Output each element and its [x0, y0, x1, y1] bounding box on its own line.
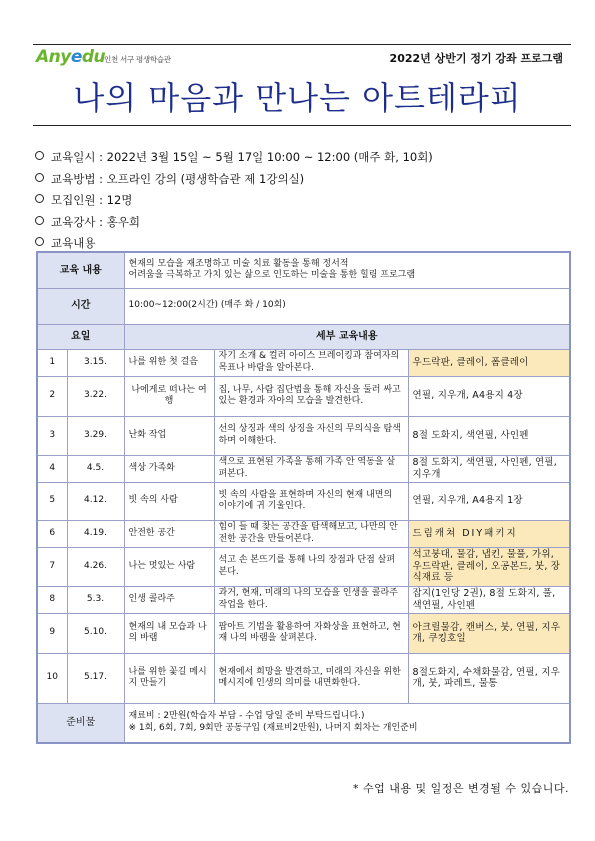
session-number: 1: [37, 349, 67, 376]
footnote: * 수업 내용 및 일정은 변경될 수 있습니다.: [353, 782, 569, 795]
fee-label: 준비물: [37, 703, 124, 743]
session-materials: 연필, 지우개, A4용지 1장: [408, 482, 570, 520]
content-label: 교육 내용: [37, 252, 124, 288]
table-row: [37, 613, 570, 653]
session-materials: 아크릴물감, 캔버스, 붓, 연필, 지우개, 쿠킹호일: [408, 613, 570, 653]
session-date: 5.10.: [67, 613, 124, 653]
table-row: [37, 653, 570, 703]
session-description: 힘이 들 때 찾는 공간을 탐색해보고, 나만의 안전한 공간을 만들어본다.: [214, 520, 408, 547]
session-description: 팝아트 기법을 활용하여 자화상을 표현하고, 현재 나의 바램을 살펴본다.: [214, 613, 408, 653]
session-description: 선의 상징과 색의 상징을 자신의 무의식을 탐색하며 이해한다.: [214, 416, 408, 455]
info-content-heading: 교육내용: [35, 233, 433, 255]
session-topic: 나를 위한 꽃길 메시지 만들기: [124, 653, 214, 703]
session-date: 5.3.: [67, 586, 124, 613]
session-topic: 안전한 공간: [124, 520, 214, 547]
session-materials: 8절 도화지, 색연필, 사인펜: [408, 416, 570, 455]
session-number: 6: [37, 520, 67, 547]
session-date: 3.15.: [67, 349, 124, 376]
session-date: 5.17.: [67, 653, 124, 703]
table-row: [37, 547, 570, 586]
session-materials: 드림캐쳐 DIY패키지: [408, 520, 570, 547]
session-materials: 8절 도화지, 색연필, 사인펜, 연필, 지우개: [408, 455, 570, 482]
session-date: 4.12.: [67, 482, 124, 520]
session-date: 3.29.: [67, 416, 124, 455]
session-topic: 나는 멋있는 사람: [124, 547, 214, 586]
course-info: [35, 147, 433, 255]
session-materials: 8절도화지, 수채화물감, 연필, 지우개, 붓, 파레트, 물통: [408, 653, 570, 703]
session-date: 3.22.: [67, 376, 124, 416]
session-number: 8: [37, 586, 67, 613]
anyedu-logo: [36, 49, 236, 73]
session-topic: 나에게로 떠나는 여행: [124, 376, 214, 416]
session-header: 요일: [37, 324, 124, 349]
session-number: 7: [37, 547, 67, 586]
content-text: 현재의 모습을 재조명하고 미술 치료 활동을 통해 정서적 어려움을 극복하고 가치 있는 삶으로 인도하는 미술을 통한 힐링 프로그램: [124, 252, 570, 288]
session-materials: 잡지(1인당 2권), 8절 도화지, 풀, 색연필, 사인펜: [408, 586, 570, 613]
info-schedule: 교육일시 : 2022년 3월 15일 ~ 5월 17일 10:00 ~ 12:00 (매주 화, 10회): [35, 147, 433, 169]
header-top-rule: [33, 44, 571, 45]
session-description: 석고 손 본뜨기를 통해 나의 장점과 단점 살펴본다.: [214, 547, 408, 586]
circle-bullet-icon: [35, 194, 44, 203]
session-description: 현재에서 희망을 발견하고, 미래의 자신을 위한 메시지에 인생의 의미를 내면화한다.: [214, 653, 408, 703]
session-description: 색으로 표현된 가족을 통해 가족 안 역동을 살펴본다.: [214, 455, 408, 482]
time-row: [37, 288, 570, 324]
table-row: [37, 455, 570, 482]
circle-bullet-icon: [35, 151, 44, 160]
session-topic: 색상 가족화: [124, 455, 214, 482]
session-topic: 인생 콜라주: [124, 586, 214, 613]
session-materials: 연필, 지우개, A4용지 4장: [408, 376, 570, 416]
session-topic: 난화 작업: [124, 416, 214, 455]
table-row: [37, 482, 570, 520]
program-label: 2022년 상반기 정기 강좌 프로그램: [389, 52, 563, 65]
session-topic: 빗 속의 사람: [124, 482, 214, 520]
session-materials: 석고붕대, 물감, 냅킨, 물풀, 가위, 우드락판, 클레이, 오공본드, 붓, 장식재료 등: [408, 547, 570, 586]
logo-wordmark: Anyedu: [36, 47, 106, 67]
session-number: 9: [37, 613, 67, 653]
detail-header: 세부 교육내용: [124, 324, 570, 349]
session-number: 5: [37, 482, 67, 520]
session-description: 과거, 현재, 미래의 나의 모습을 인생을 콜라주 작업을 한다.: [214, 586, 408, 613]
table-row: [37, 349, 570, 376]
time-value: 10:00~12:00(2시간) (매주 화 / 10회): [124, 288, 570, 324]
session-date: 4.19.: [67, 520, 124, 547]
session-number: 10: [37, 653, 67, 703]
fee-text: 재료비 : 2만원(학습자 부담 - 수업 당일 준비 부탁드립니다.) ※ 1회, 6회, 7회, 9회만 공동구입 (재료비2만원), 나머지 회차는 개인준비: [124, 703, 570, 743]
session-number: 4: [37, 455, 67, 482]
info-instructor: 교육강사 : 홍우희: [35, 212, 433, 234]
info-method: 교육방법 : 오프라인 강의 (평생학습관 제 1강의실): [35, 169, 433, 191]
content-row: [37, 252, 570, 288]
header-bottom-rule: [33, 125, 571, 126]
schedule-table: [36, 251, 571, 744]
logo-subtitle: 인천 서구 평생학습관: [104, 55, 171, 64]
column-header-row: [37, 324, 570, 349]
info-capacity: 모집인원 : 12명: [35, 190, 433, 212]
materials-fee-row: [37, 703, 570, 743]
session-number: 2: [37, 376, 67, 416]
table-row: [37, 376, 570, 416]
table-row: [37, 520, 570, 547]
circle-bullet-icon: [35, 216, 44, 225]
session-description: 빗 속의 사람을 표현하며 자신의 현재 내면의 이야기에 귀 기울인다.: [214, 482, 408, 520]
circle-bullet-icon: [35, 173, 44, 182]
session-date: 4.26.: [67, 547, 124, 586]
session-description: 집, 나무, 사람 집단법을 통해 자신을 둘러 싸고 있는 환경과 자아의 모습을 발견한다.: [214, 376, 408, 416]
circle-bullet-icon: [35, 237, 44, 246]
session-topic: 현재의 내 모습과 나의 바램: [124, 613, 214, 653]
page-title: 나의 마음과 만나는 아트테라피: [73, 79, 522, 117]
time-label: 시간: [37, 288, 124, 324]
session-topic: 나를 위한 첫 걸음: [124, 349, 214, 376]
session-description: 자기 소개 & 컬러 아이스 브레이킹과 참여자의 목표나 바람을 알아본다.: [214, 349, 408, 376]
session-materials: 우드락판, 클레이, 폼클레이: [408, 349, 570, 376]
table-row: [37, 586, 570, 613]
table-row: [37, 416, 570, 455]
session-date: 4.5.: [67, 455, 124, 482]
session-number: 3: [37, 416, 67, 455]
